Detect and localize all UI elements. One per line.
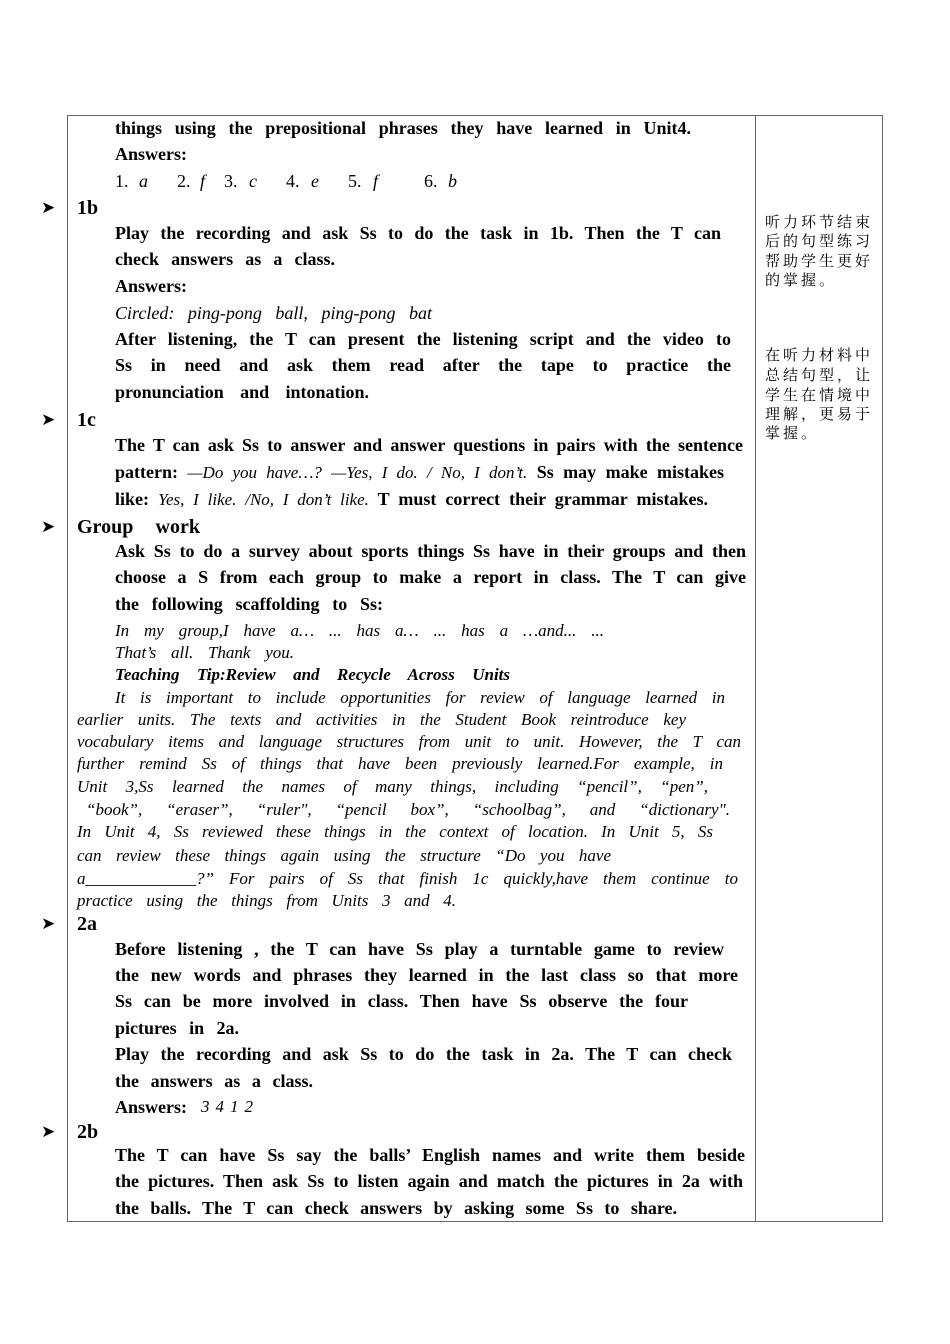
teaching-tip-line: can review these things again using the structure “Do you have	[77, 846, 611, 865]
section-heading-2b: 2b	[77, 1121, 99, 1143]
answer-number: 3.	[224, 171, 238, 191]
answer-value: b	[448, 171, 457, 191]
mistake-note: T must correct their grammar mistakes.	[377, 489, 709, 509]
section-2b-line: the pictures. Then ask Ss to listen again and match the pictures in 2a with	[115, 1171, 743, 1191]
section-2a-line: the answers as a class.	[115, 1071, 313, 1091]
section-1b-answers: Circled: ping-pong ball, ping-pong bat	[115, 303, 432, 323]
section-2a-line: Ss can be more involved in class. Then have Ss observe the four	[115, 991, 688, 1011]
section-1b-followup-line: pronunciation and intonation.	[115, 382, 369, 402]
group-work-line: choose a S from each group to make a report in class. The T can give	[115, 567, 746, 587]
section-1b-answers-label: Answers:	[115, 276, 187, 296]
teaching-tip-line: It is important to include opportunities for review of language learned in	[115, 688, 725, 707]
intro-answers-row	[115, 170, 465, 192]
section-heading-1c: 1c	[77, 409, 96, 431]
section-2a-answers: 3 4 1 2	[201, 1097, 253, 1116]
scaffold-line: In my group,I have a… ... has a… ... has a …and... ...	[115, 621, 604, 640]
pattern-note: Ss may make mistakes	[536, 462, 725, 482]
section-heading-2a: 2a	[77, 913, 97, 935]
teacher-note-2-line: 理解，更易于	[765, 405, 874, 423]
answer-value: f	[200, 171, 206, 191]
section-heading-1b: 1b	[77, 197, 99, 219]
teaching-tip-line: Unit 3,Ss learned the names of many things, including “pencil”, “pen”,	[77, 777, 708, 796]
answer-number: 6.	[424, 171, 438, 191]
section-1c-mistake-line	[115, 488, 708, 511]
teaching-tip-line: “book”, “eraser”, “ruler", “pencil box”, “schoolbag”, and “dictionary".	[86, 800, 730, 819]
teacher-note-2-line: 掌握。	[765, 424, 820, 442]
answer-number: 4.	[286, 171, 300, 191]
arrow-bullet-icon: ➤	[41, 410, 56, 430]
section-2a-line: Play the recording and ask Ss to do the task in 2a. The T can check	[115, 1044, 732, 1064]
lesson-table-column-divider	[755, 115, 756, 1222]
scaffold-line: That’s all. Thank you.	[115, 643, 294, 662]
teacher-note-2-line: 在听力材料中	[765, 346, 874, 364]
mistake-label: like:	[115, 489, 149, 509]
teaching-tip-line: a_____________?” For pairs of Ss that finish 1c quickly,have them continue to	[77, 869, 738, 888]
section-2b-line: the balls. The T can check answers by asking some Ss to share.	[115, 1198, 677, 1218]
intro-answers-label: Answers:	[115, 144, 187, 164]
section-2a-answers-label: Answers:	[115, 1097, 187, 1117]
teaching-tip-line: earlier units. The texts and activities in the Student Book reintroduce key	[77, 710, 686, 729]
teacher-note-2-line: 学生在情境中	[765, 386, 874, 404]
section-2a-line: pictures in 2a.	[115, 1018, 239, 1038]
teaching-tip-line: further remind Ss of things that have been previously learned.For example, in	[77, 754, 723, 773]
teacher-note-1-line: 帮助学生更好	[765, 252, 874, 270]
teacher-note-1-line: 的掌握。	[765, 271, 838, 289]
teaching-tip-line: vocabulary items and language structures from unit to unit. However, the T can	[77, 732, 741, 751]
answer-number: 2.	[177, 171, 191, 191]
arrow-bullet-icon: ➤	[41, 914, 56, 934]
teacher-note-1-line: 听力环节结束	[765, 213, 874, 231]
pattern-label: pattern:	[115, 462, 178, 482]
section-2a-line: the new words and phrases they learned in the last class so that more	[115, 965, 738, 985]
answer-value: f	[373, 171, 379, 191]
arrow-bullet-icon: ➤	[41, 198, 56, 218]
answer-value: c	[249, 171, 257, 191]
arrow-bullet-icon: ➤	[41, 517, 56, 537]
section-1b-line: Play the recording and ask Ss to do the task in 1b. Then the T can	[115, 223, 721, 243]
answer-number: 1.	[115, 171, 129, 191]
section-heading-group-work: Group work	[77, 516, 200, 538]
group-work-line: the following scaffolding to Ss:	[115, 594, 383, 614]
teaching-tip-title: Teaching Tip:Review and Recycle Across Units	[115, 665, 510, 684]
section-1b-followup-line: Ss in need and ask them read after the tape to practice the	[115, 355, 731, 375]
section-2a-line: Before listening , the T can have Ss play a turntable game to review	[115, 939, 724, 959]
teaching-tip-line: In Unit 4, Ss reviewed these things in the context of location. In Unit 5, Ss	[77, 822, 713, 841]
teacher-note-2-line: 总结句型，让	[765, 366, 874, 384]
arrow-bullet-icon: ➤	[41, 1122, 56, 1142]
group-work-line: Ask Ss to do a survey about sports things Ss have in their groups and then	[115, 541, 746, 561]
section-1c-pattern-line	[115, 461, 724, 484]
mistake-example: Yes, I like. /No, I don’t like.	[158, 490, 369, 509]
section-1b-line: check answers as a class.	[115, 249, 335, 269]
answer-value: e	[311, 171, 319, 191]
answer-value: a	[139, 171, 148, 191]
teaching-tip-line: practice using the things from Units 3 and 4.	[77, 891, 456, 910]
section-1b-followup-line: After listening, the T can present the listening script and the video to	[115, 329, 731, 349]
section-2b-line: The T can have Ss say the balls’ English names and write them beside	[115, 1145, 745, 1165]
intro-line: things using the prepositional phrases they have learned in Unit4.	[115, 118, 691, 138]
answer-number: 5.	[348, 171, 362, 191]
teacher-note-1-line: 后的句型练习	[765, 232, 874, 250]
pattern-example: —Do you have…? —Yes, I do. / No, I don’t.	[187, 463, 528, 482]
section-1c-line: The T can ask Ss to answer and answer questions in pairs with the sentence	[115, 435, 743, 455]
